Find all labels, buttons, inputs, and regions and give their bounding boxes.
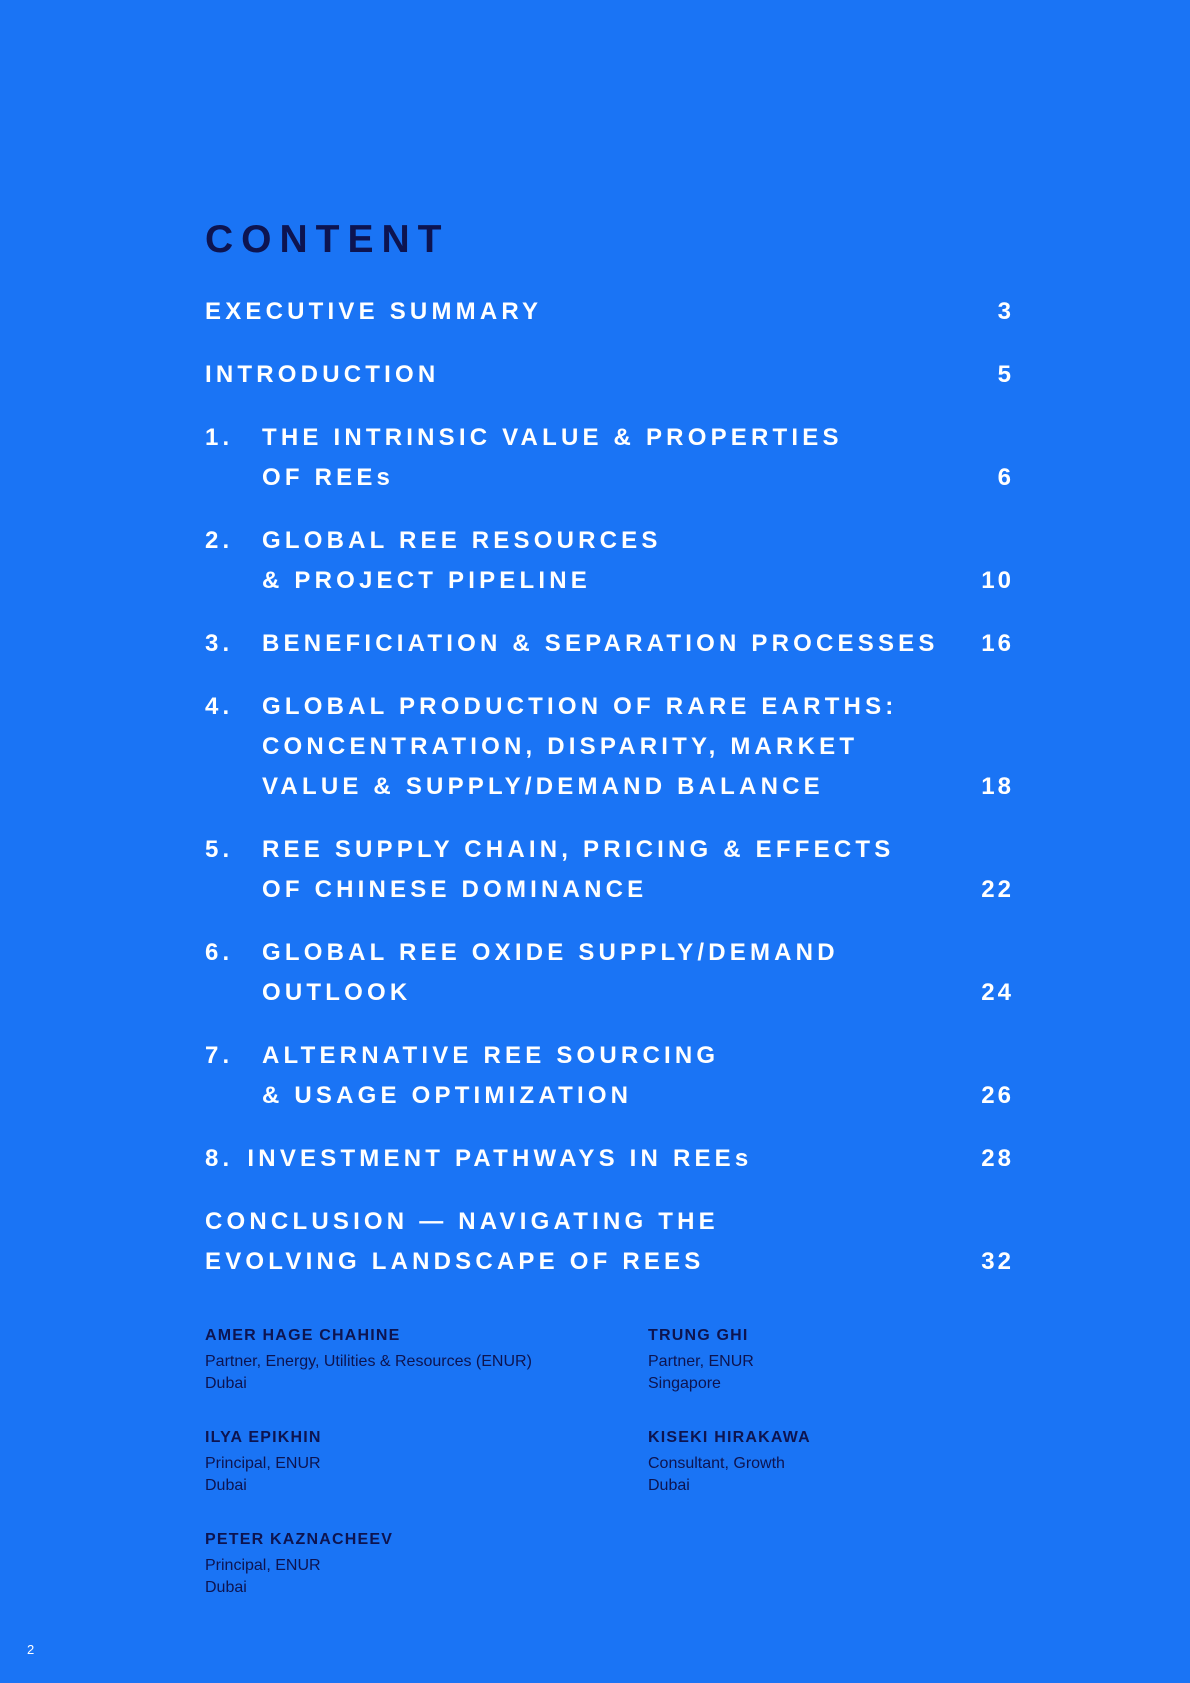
toc-entry-title-line: EXECUTIVE SUMMARY (205, 298, 543, 325)
author-block (648, 1427, 905, 1497)
toc-entry-title (262, 1036, 1014, 1116)
author-block (205, 1427, 648, 1497)
author-role: Principal, ENUR (205, 1557, 321, 1574)
toc-entry-title (262, 830, 1014, 910)
toc-entry-title (262, 624, 1014, 664)
toc-entry-title-line: CONCLUSION — NAVIGATING THE (205, 1208, 719, 1235)
toc-entry-number: 6. (205, 939, 234, 966)
page-title: CONTENT (205, 218, 450, 261)
author-block (648, 1325, 905, 1395)
toc-entry[interactable] (205, 624, 1014, 664)
toc-entry-title-line: THE INTRINSIC VALUE & PROPERTIES (262, 424, 843, 451)
toc-entry-title-line: OF CHINESE DOMINANCE (262, 876, 648, 903)
toc-entry-title-line: BENEFICIATION & SEPARATION PROCESSES (262, 630, 939, 657)
author-name: KISEKI HIRAKAWA (648, 1429, 811, 1446)
author-name: TRUNG GHI (648, 1327, 749, 1344)
toc-entry-title-line: CONCENTRATION, DISPARITY, MARKET (262, 733, 859, 760)
toc-entry-number: 1. (205, 424, 234, 451)
toc-entry-page: 22 (981, 876, 1014, 903)
toc-entry-number: 2. (205, 527, 234, 554)
toc-entry-title-line: ALTERNATIVE REE SOURCING (262, 1042, 720, 1069)
toc-entry-title-line: VALUE & SUPPLY/DEMAND BALANCE (262, 773, 824, 800)
author-location: Dubai (205, 1477, 247, 1494)
toc-entry-title-line: & PROJECT PIPELINE (262, 567, 591, 594)
author-name: ILYA EPIKHIN (205, 1429, 322, 1446)
toc-entry-page: 26 (981, 1082, 1014, 1109)
toc-entry-title-line: GLOBAL REE RESOURCES (262, 527, 662, 554)
toc-entry-number: 7. (205, 1042, 234, 1069)
author-location: Singapore (648, 1375, 721, 1392)
toc-entry-title (247, 1139, 1014, 1179)
toc-entry-title (205, 292, 1014, 332)
toc-entry[interactable] (205, 933, 1014, 1013)
toc-entry-number: 8. (205, 1145, 234, 1172)
toc-entry[interactable] (205, 292, 1014, 332)
toc-entry[interactable] (205, 1036, 1014, 1116)
toc-entry-title-line: GLOBAL PRODUCTION OF RARE EARTHS: (262, 693, 898, 720)
toc-entry-title (205, 355, 1014, 395)
toc-entry-page: 5 (997, 361, 1014, 388)
toc-entry-number: 4. (205, 693, 234, 720)
author-name: PETER KAZNACHEEV (205, 1531, 394, 1548)
toc-entry[interactable] (205, 830, 1014, 910)
toc-entry-title-line: EVOLVING LANDSCAPE OF REES (205, 1248, 705, 1275)
toc-entry-number: 5. (205, 836, 234, 863)
toc-entry-title-line: REE SUPPLY CHAIN, PRICING & EFFECTS (262, 836, 895, 863)
author-list (205, 1325, 905, 1599)
toc-entry-page: 6 (997, 464, 1014, 491)
toc-entry-title-line: INTRODUCTION (205, 361, 440, 388)
toc-entry-page: 3 (997, 298, 1014, 325)
toc-entry-title-line: INVESTMENT PATHWAYS IN REEs (247, 1145, 753, 1172)
author-role: Consultant, Growth (648, 1455, 785, 1472)
author-role: Principal, ENUR (205, 1455, 321, 1472)
toc-entry[interactable] (205, 521, 1014, 601)
author-location: Dubai (205, 1579, 247, 1596)
toc-entry-title (205, 1202, 1014, 1282)
author-name: AMER HAGE CHAHINE (205, 1327, 401, 1344)
toc-entry[interactable] (205, 1202, 1014, 1282)
toc-entry-title-line: GLOBAL REE OXIDE SUPPLY/DEMAND (262, 939, 839, 966)
toc-entry-title-line: & USAGE OPTIMIZATION (262, 1082, 633, 1109)
author-location: Dubai (205, 1375, 247, 1392)
page-number: 2 (27, 1642, 35, 1657)
toc-entry-title (262, 521, 1014, 601)
table-of-contents (205, 292, 1014, 1305)
toc-entry-page: 28 (981, 1145, 1014, 1172)
author-block (205, 1325, 648, 1395)
toc-entry-page: 10 (981, 567, 1014, 594)
toc-entry[interactable] (205, 687, 1014, 807)
toc-entry-page: 18 (981, 773, 1014, 800)
toc-entry[interactable] (205, 1139, 1014, 1179)
toc-entry-page: 24 (981, 979, 1014, 1006)
toc-entry-page: 16 (981, 630, 1014, 657)
toc-entry-title-line: OUTLOOK (262, 979, 412, 1006)
author-role: Partner, Energy, Utilities & Resources (ENUR) (205, 1353, 532, 1370)
toc-entry[interactable] (205, 418, 1014, 498)
toc-entry-title (262, 418, 1014, 498)
author-location: Dubai (648, 1477, 690, 1494)
toc-entry-page: 32 (981, 1248, 1014, 1275)
toc-entry-number: 3. (205, 630, 234, 657)
author-role: Partner, ENUR (648, 1353, 754, 1370)
toc-entry[interactable] (205, 355, 1014, 395)
author-block (205, 1529, 648, 1599)
toc-entry-title-line: OF REEs (262, 464, 395, 491)
toc-entry-title (262, 687, 1014, 807)
toc-entry-title (262, 933, 1014, 1013)
